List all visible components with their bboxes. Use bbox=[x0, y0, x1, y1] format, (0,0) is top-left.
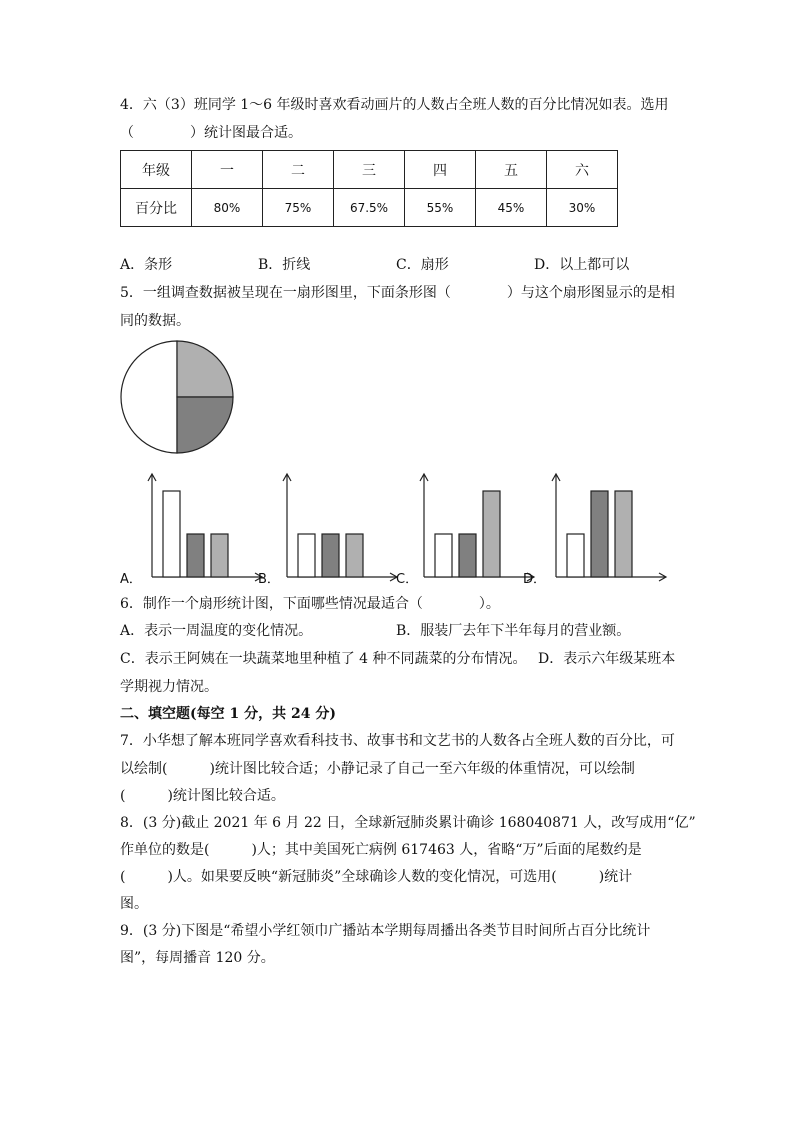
q8-text-line3: ( )人。如果要反映“新冠肺炎”全球确诊人数的变化情况，可选用( )统计 bbox=[120, 869, 633, 885]
q8-text-line1: 8．(3 分)截止 2021 年 6 月 22 日，全球新冠肺炎累计确诊 168040871 人，改写成用“亿” bbox=[120, 815, 696, 831]
q5-text-line2: 同的数据。 bbox=[120, 313, 190, 329]
q4-option-b: B．折线 bbox=[258, 257, 311, 273]
bar bbox=[567, 534, 584, 577]
table-cell-percent: 45% bbox=[476, 189, 547, 227]
q9-text-line1: 9．(3 分)下图是“希望小学红领巾广播站本学期每周播出各类节目时间所占百分比统计 bbox=[120, 923, 651, 939]
q4-option-c: C．扇形 bbox=[396, 257, 449, 273]
bar bbox=[459, 534, 476, 577]
table-cell-grade: 二 bbox=[263, 151, 334, 189]
pie-slice bbox=[177, 397, 233, 453]
q4-option-d: D．以上都可以 bbox=[534, 257, 630, 273]
q6-option-c: C．表示王阿姨在一块蔬菜地里种植了 4 种不同蔬菜的分布情况。 bbox=[120, 651, 527, 667]
bar bbox=[163, 491, 180, 577]
q6-option-b: B．服装厂去年下半年每月的营业额。 bbox=[396, 623, 631, 639]
bar bbox=[483, 491, 500, 577]
bar bbox=[211, 534, 228, 577]
bar bbox=[591, 491, 608, 577]
bar-option-label-a: A． bbox=[120, 572, 142, 587]
table-cell-percent: 75% bbox=[263, 189, 334, 227]
bar bbox=[615, 491, 632, 577]
q6-option-d-line1: D．表示六年级某班本 bbox=[538, 651, 676, 667]
q9-text-line2: 图”，每周播音 120 分。 bbox=[120, 950, 275, 966]
pie-slice bbox=[121, 341, 177, 453]
bar bbox=[187, 534, 204, 577]
bar bbox=[322, 534, 339, 577]
table-header-grade: 年级 bbox=[121, 151, 192, 189]
q4-text-line2: （ ）统计图最合适。 bbox=[120, 125, 302, 141]
table-cell-grade: 四 bbox=[405, 151, 476, 189]
bar-option-label-c: C． bbox=[396, 572, 419, 587]
q5-text-line1: 5．一组调查数据被呈现在一扇形图里，下面条形图（ ）与这个扇形图显示的是相 bbox=[120, 285, 675, 301]
q4-option-a: A．条形 bbox=[120, 257, 173, 273]
table-cell-grade: 五 bbox=[476, 151, 547, 189]
q7-text-line1: 7．小华想了解本班同学喜欢看科技书、故事书和文艺书的人数各占全班人数的百分比，可 bbox=[120, 733, 675, 749]
q7-text-line2: 以绘制( )统计图比较合适；小静记录了自己一至六年级的体重情况，可以绘制 bbox=[120, 761, 635, 777]
table-header-percent: 百分比 bbox=[121, 189, 192, 227]
q6-option-a: A．表示一周温度的变化情况。 bbox=[120, 623, 313, 639]
table-cell-grade: 三 bbox=[334, 151, 405, 189]
table-cell-grade: 一 bbox=[192, 151, 263, 189]
table-cell-percent: 67.5% bbox=[334, 189, 405, 227]
q6-text-line1: 6．制作一个扇形统计图，下面哪些情况最适合（ ）。 bbox=[120, 596, 500, 612]
bar bbox=[298, 534, 315, 577]
bar-option-label-d: D． bbox=[523, 572, 547, 587]
bar bbox=[435, 534, 452, 577]
q7-text-line3: ( )统计图比较合适。 bbox=[120, 788, 285, 804]
table-cell-percent: 55% bbox=[405, 189, 476, 227]
table-cell-grade: 六 bbox=[547, 151, 618, 189]
section-title: 二、填空题(每空 1 分，共 24 分) bbox=[120, 706, 336, 722]
q4-text-line1: 4．六（3）班同学 1～6 年级时喜欢看动画片的人数占全班人数的百分比情况如表。选用 bbox=[120, 97, 669, 113]
table-cell-percent: 80% bbox=[192, 189, 263, 227]
table-cell-percent: 30% bbox=[547, 189, 618, 227]
q8-text-line4: 图。 bbox=[120, 896, 148, 912]
q6-option-d-line2: 学期视力情况。 bbox=[120, 679, 218, 695]
pie-slice bbox=[177, 341, 233, 397]
q8-text-line2: 作单位的数是( )人；其中美国死亡病例 617463 人，省略“万”后面的尾数约是 bbox=[120, 842, 642, 858]
bar-option-label-b: B． bbox=[258, 572, 280, 587]
bar bbox=[346, 534, 363, 577]
